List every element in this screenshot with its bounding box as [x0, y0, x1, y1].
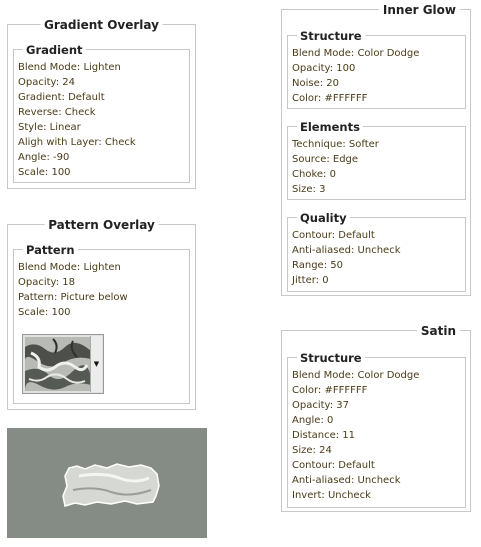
satin-settings: [292, 368, 419, 503]
pattern-dropdown-button[interactable]: [90, 336, 102, 392]
structure-group-title: Structure: [297, 350, 365, 366]
setting-line: Contour: Default: [292, 460, 375, 471]
triangle-down-icon: ▼: [93, 360, 100, 368]
elements-settings: [292, 137, 379, 197]
inner-glow-structure-group: [287, 29, 466, 109]
effect-preview-image: [7, 428, 207, 538]
satin-panel: [281, 324, 471, 512]
setting-line: Opacity: 37: [292, 400, 350, 411]
setting-line: Jitter: 0: [292, 275, 329, 286]
setting-line: Scale: 100: [18, 307, 71, 318]
setting-line: Aligh with Layer: Check: [18, 137, 136, 148]
setting-line: Color: #FFFFFF: [292, 385, 368, 396]
setting-line: Opacity: 18: [18, 277, 76, 288]
gradient-settings: [18, 60, 136, 180]
setting-line: Noise: 20: [292, 78, 340, 89]
gradient-group-title: Gradient: [23, 42, 86, 58]
satin-structure-group: [287, 351, 466, 508]
setting-line: Opacity: 24: [18, 77, 76, 88]
setting-line: Blend Mode: Color Dodge: [292, 48, 420, 59]
setting-line: Range: 50: [292, 260, 343, 271]
satin-title: Satin: [417, 323, 460, 339]
quality-settings: [292, 228, 401, 288]
setting-line: Anti-aliased: Uncheck: [292, 245, 401, 256]
elements-group-title: Elements: [297, 119, 363, 135]
setting-line: Distance: 11: [292, 430, 355, 441]
torn-paper-preview: [7, 428, 207, 538]
setting-line: Pattern: Picture below: [18, 292, 128, 303]
structure-settings: [292, 46, 419, 106]
gradient-overlay-title: Gradient Overlay: [40, 17, 163, 33]
inner-glow-quality-group: [287, 211, 466, 292]
setting-line: Blend Mode: Lighten: [18, 262, 121, 273]
pattern-settings: [18, 260, 128, 320]
setting-line: Style: Linear: [18, 122, 81, 133]
setting-line: Gradient: Default: [18, 92, 105, 103]
setting-line: Size: 3: [292, 184, 326, 195]
setting-line: Source: Edge: [292, 154, 359, 165]
pattern-picker[interactable]: [22, 334, 104, 394]
inner-glow-title: Inner Glow: [379, 2, 460, 18]
gradient-overlay-panel: [7, 18, 196, 189]
inner-glow-panel: [281, 3, 471, 296]
pattern-group: [13, 243, 190, 404]
pattern-overlay-title: Pattern Overlay: [44, 217, 159, 233]
pattern-group-title: Pattern: [23, 242, 78, 258]
setting-line: Opacity: 100: [292, 63, 356, 74]
setting-line: Technique: Softer: [292, 139, 379, 150]
setting-line: Contour: Default: [292, 230, 375, 241]
setting-line: Blend Mode: Color Dodge: [292, 370, 420, 381]
setting-line: Color: #FFFFFF: [292, 93, 368, 104]
marble-pattern-thumbnail: [25, 337, 91, 391]
setting-line: Angle: 0: [292, 415, 334, 426]
setting-line: Anti-aliased: Uncheck: [292, 475, 401, 486]
setting-line: Angle: -90: [18, 152, 70, 163]
setting-line: Size: 24: [292, 445, 332, 456]
pattern-overlay-panel: [7, 218, 196, 410]
setting-line: Blend Mode: Lighten: [18, 62, 121, 73]
setting-line: Reverse: Check: [18, 107, 96, 118]
quality-group-title: Quality: [297, 210, 350, 226]
setting-line: Invert: Uncheck: [292, 490, 371, 501]
inner-glow-elements-group: [287, 120, 466, 200]
structure-group-title: Structure: [297, 28, 365, 44]
setting-line: Scale: 100: [18, 167, 71, 178]
setting-line: Choke: 0: [292, 169, 336, 180]
gradient-group: [13, 43, 190, 183]
